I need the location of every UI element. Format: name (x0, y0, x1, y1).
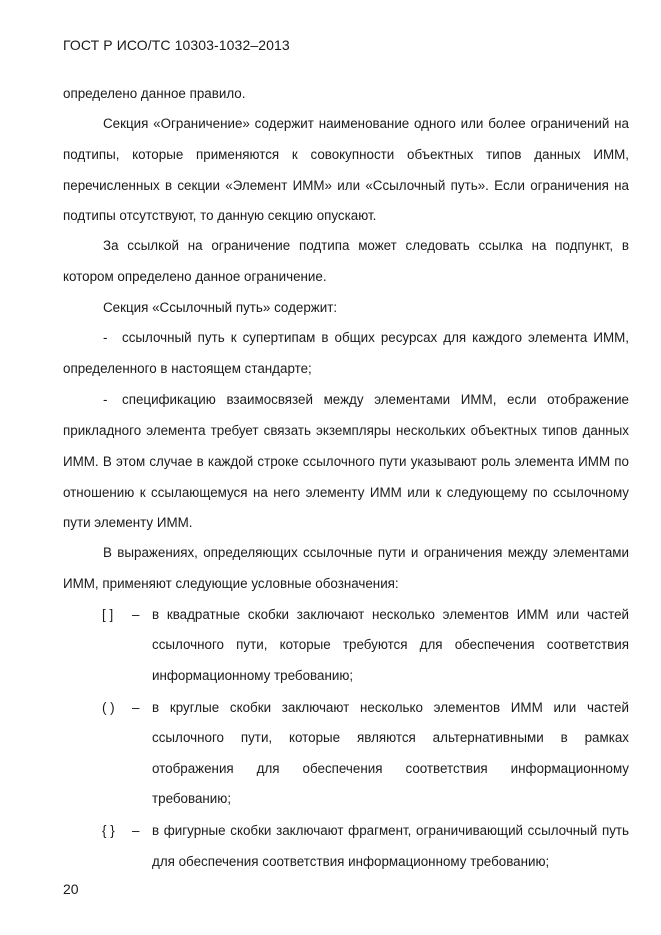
text-line: котором определено данное ограничение. (63, 269, 327, 284)
notation-text: в круглые скобки заключают несколько элементов ИММ или частей (152, 700, 629, 715)
text-line: отношению к ссылающемуся на него элементу ИММ или к следующему по ссылочному (63, 485, 629, 500)
text-line: пути элементу ИММ. (63, 515, 193, 530)
text-line: определено данное правило. (63, 86, 246, 101)
text-line: подтипы отсутствуют, то данную секцию опускают. (63, 208, 377, 223)
notation-text: в квадратные скобки заключают несколько элементов ИММ или частей (152, 607, 629, 622)
notation-text: требованию; (152, 791, 232, 806)
text-line: определенного в настоящем стандарте; (63, 361, 312, 376)
text-line: Секция «Ссылочный путь» содержит: (103, 300, 338, 315)
text-line: Секция «Ограничение» содержит наименование одного или более ограничений на (103, 116, 629, 131)
notation-separator: – (132, 700, 140, 715)
text-line: ИММ. В этом случае в каждой строке ссылочного пути указывают роль элемента ИММ по (63, 454, 629, 469)
notation-text: ссылочного пути, которые требуются для обеспечения соответствия (152, 637, 629, 652)
list-item-text: ссылочный путь к супертипам в общих ресурсах для каждого элемента ИММ, (122, 330, 629, 345)
notation-text: информационному требованию; (152, 668, 354, 683)
text-line: За ссылкой на ограничение подтипа может следовать ссылка на подпункт, в (103, 238, 629, 253)
list-dash: - (103, 330, 108, 345)
notation-text: в фигурные скобки заключают фрагмент, ограничивающий ссылочный путь (152, 823, 629, 838)
text-line: прикладного элемента требует связать экземпляры нескольких объектных типов данных (63, 423, 629, 438)
list-item-text: спецификацию взаимосвязей между элементами ИММ, если отображение (122, 392, 629, 407)
text-line: В выражениях, определяющих ссылочные пути и ограничения между элементами (103, 545, 629, 560)
text-line: подтипы, которые применяются к совокупности объектных типов данных ИММ, (63, 147, 629, 162)
notation-text: отображения для обеспечения соответствия информационному (152, 761, 629, 776)
page-number: 20 (63, 881, 79, 897)
text-line: перечисленных в секции «Элемент ИММ» или «Ссылочный путь». Если ограничения на (63, 178, 629, 193)
notation-symbol: { } (102, 823, 115, 838)
text-line: ИММ, применяют следующие условные обозначения: (63, 576, 399, 591)
notation-symbol: ( ) (102, 700, 115, 715)
notation-separator: – (132, 823, 140, 838)
notation-separator: – (132, 607, 140, 622)
notation-text: для обеспечения соответствия информационному требованию; (152, 854, 550, 869)
notation-symbol: [ ] (102, 607, 114, 622)
document-header: ГОСТ Р ИСО/ТС 10303-1032–2013 (63, 37, 290, 53)
list-dash: - (103, 392, 108, 407)
notation-text: ссылочного пути, которые являются альтернативными в рамках (152, 730, 629, 745)
